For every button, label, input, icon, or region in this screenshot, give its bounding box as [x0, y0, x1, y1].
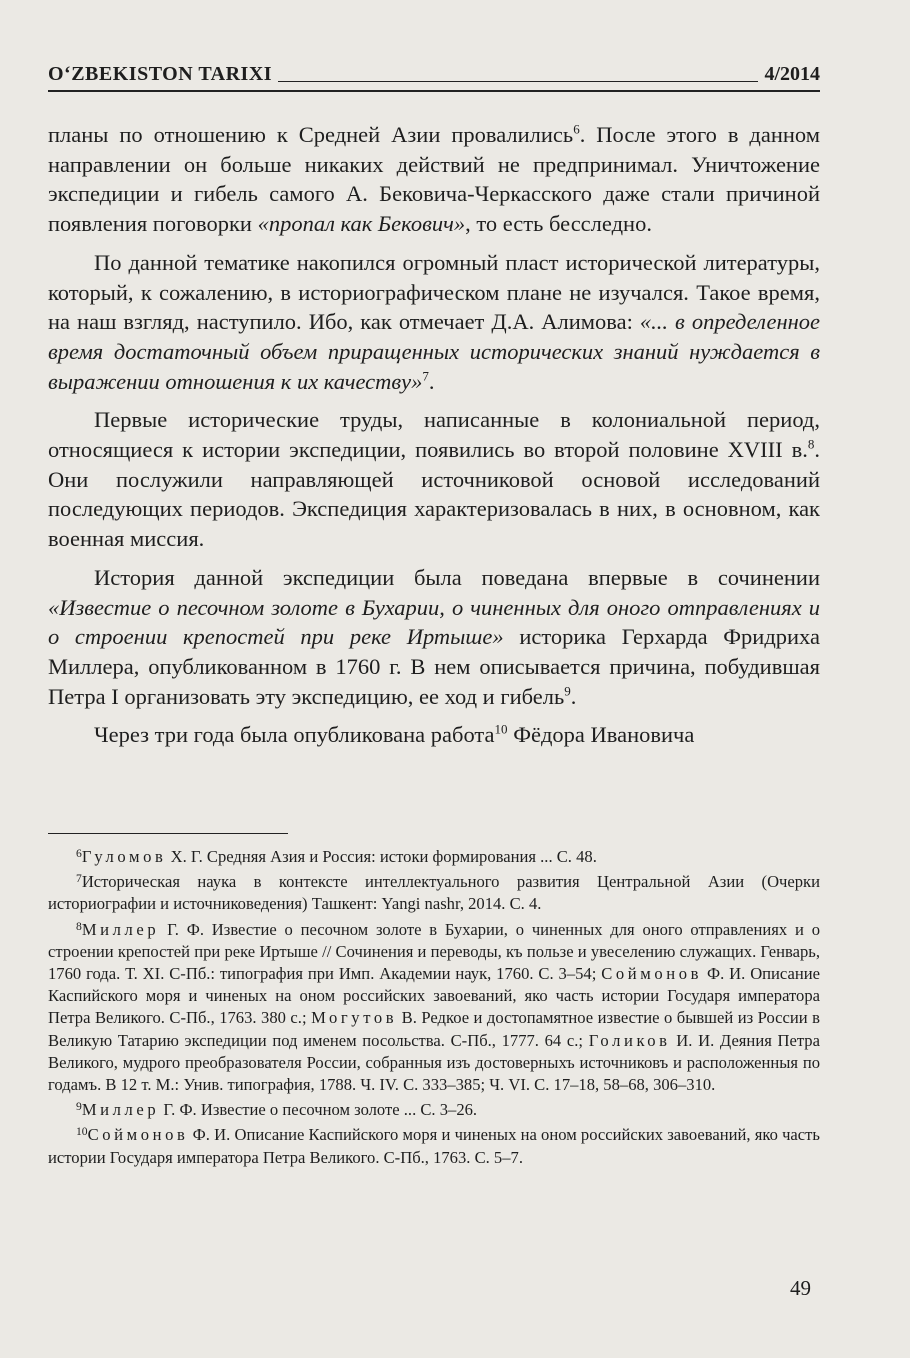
- author-name: Могутов: [311, 1008, 398, 1028]
- header-rule: [278, 81, 758, 82]
- italic-quote: «пропал как Бекович»: [257, 211, 466, 237]
- footnote: $^8$Миллер Г. Ф. Известие о песочном золоте в Бухарии, о чиненных для оного отправлениях и о строении крепостей при реке Иртыше // Сочинения и переводы, къ пользе и увеселению служащих. Генварь, 1760 года. Т. XI. С-Пб.: типография при Имп. Академии наук, 1760. С. 3–54; Соймонов Ф. И. Описание Каспийского моря и чиненых на оном российских завоеваний, яко часть истории Государя императора Петра Великого. С-Пб., 1763. 380 с.; Могутов В. Редкое и достопамятное известие о бывшей из России в Великую Татарию экспедиции под именем посольства. С-Пб., 1777. 64 с.; Голиков И. И. Деяния Петра Великого, мудрого преобразователя России, собранныя изъ достоверныхъ источниковъ и расположенныя по годамъ. В 12 т. М.: Унив. типография, 1788. Ч. IV. С. 333–385; Ч. VI. С. 17–18, 58–68, 306–310.: [48, 919, 820, 1095]
- footnote-number: 9: [76, 1100, 82, 1114]
- footnotes: [48, 846, 820, 1172]
- footnote-number: 6: [76, 846, 82, 860]
- footnote-number: 7: [76, 871, 82, 885]
- main-text: [48, 120, 820, 759]
- paragraph: Первые исторические труды, написанные в колониальной период, относящиеся к истории экспедиции, появились во второй половине XVIII в.$^8$. Они послужили направляющей источниковой основой исследований последующих периодов. Экспедиция характеризовалась в них, в основном, как военная миссия.: [48, 407, 820, 552]
- paragraph: планы по отношению к Средней Азии провалились$^6$. После этого в данном направлении он больше никаких действий не предпринимал. Уничтожение экспедиции и гибель самого А. Бековича-Черкасского даже стали причиной появления поговорки «пропал как Бекович», то есть бесследно.: [48, 121, 820, 237]
- footnote-ref: 7: [422, 368, 429, 384]
- author-name: Соймонов: [87, 1125, 189, 1145]
- footnote: $^6$Гуломов Х. Г. Средняя Азия и Россия: истоки формирования ... С. 48.: [76, 846, 597, 866]
- italic-title: «Известие о песочном золоте в Бухарии, о чиненных для оного отправлениях и о строении крепостей при реке Иртыше»: [48, 594, 820, 650]
- paragraph: Через три года была опубликована работа$^{10}$ Фёдора Ивановича: [94, 721, 695, 748]
- running-header: [48, 58, 820, 92]
- author-name: Голиков: [588, 1030, 671, 1050]
- footnote-number: 10: [76, 1125, 88, 1139]
- footnote: $^7$Историческая наука в контексте интеллектуального развития Центральной Азии (Очерки историографии и источниковедения) Ташкент: Yangi nashr, 2014. С. 4.: [48, 871, 820, 914]
- footnote-ref: 6: [573, 121, 580, 137]
- issue-number: 4/2014: [764, 63, 820, 85]
- footnote-ref: 10: [494, 721, 508, 737]
- paragraph: История данной экспедиции была поведана впервые в сочинении «Известие о песочном золоте в Бухарии, о чиненных для оного отправлениях и о строении крепостей при реке Иртыше» историка Герхарда Фридриха Миллера, опубликованном в 1760 г. В нем описывается причина, побудившая Петра I организовать эту экспедицию, ее ход и гибель$^9$.: [48, 564, 820, 709]
- footnote-ref: 9: [564, 683, 571, 699]
- footnote-separator: [48, 833, 288, 834]
- footnote: $^{10}$Соймонов Ф. И. Описание Каспийского моря и чиненых на оном российских завоеваний, яко часть истории Государя императора Петра Великого. С-Пб., 1763. С. 5–7.: [48, 1125, 820, 1167]
- author-name: Миллер: [81, 1100, 160, 1120]
- author-name: Гуломов: [81, 847, 167, 866]
- italic-quote: «... в определенное время достаточный объем приращенных исторических знаний нуждается в выражении отношения к их качеству»: [48, 309, 821, 394]
- author-name: Соймонов: [601, 964, 703, 984]
- footnote: $^9$Миллер Г. Ф. Известие о песочном золоте ... С. 3–26.: [76, 1100, 478, 1120]
- paragraph: По данной тематике накопился огромный пласт исторической литературы, который, к сожалению, в историографическом плане не изучался. Такое время, на наш взгляд, наступило. Ибо, как отмечает Д.А. Алимова: «... в определенное время достаточный объем приращенных исторических знаний нуждается в выражении отношения к их качеству»$^7$.: [48, 249, 821, 394]
- journal-title: O‘ZBEKISTON TARIXI: [48, 63, 273, 85]
- page-number: 49: [790, 1276, 811, 1300]
- author-name: Миллер: [81, 919, 160, 939]
- footnote-number: 8: [76, 919, 82, 933]
- footnote-ref: 8: [807, 436, 815, 452]
